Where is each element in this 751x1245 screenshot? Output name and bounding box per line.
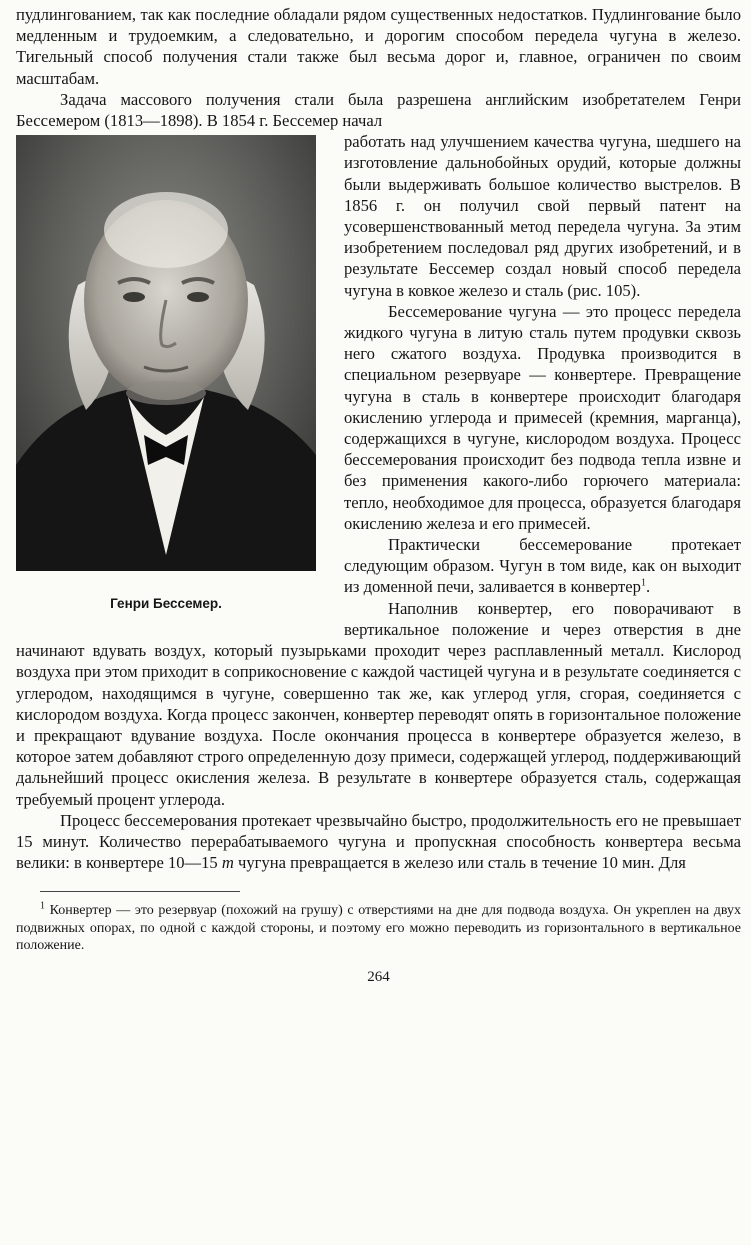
footnote-ref[interactable]: 1 — [640, 577, 646, 589]
portrait-photo-icon — [16, 135, 316, 571]
figure-caption: Генри Бессемер. — [110, 596, 222, 612]
tonne-unit: т — [221, 853, 234, 873]
paragraph-6 — [16, 810, 741, 874]
page-number: 264 — [367, 968, 390, 985]
paragraph-2b: работать над улучшением качества чугуна, шедшего на изготовление дальнобойных орудий, которые должны были выдерживать большое количество выстрелов. В 1856 г. он получил свой первый патент на усовершенствованный метод передела чугуна. За этим изобретением последовал ряд других изобретений, и в результате Бессемер создал новый способ передела чугуна в ковкое железо и сталь (рис. 105). — [344, 132, 741, 300]
footnote-divider — [40, 891, 240, 892]
paragraph-4-text: Практически бессемерование протекает следующим образом. Чугун в том виде, как он выходит из доменной печи, заливается в конвертер — [344, 535, 741, 597]
paragraph-6-start: Процесс бессемерования протекает чрезвычайно быстро, продолжительность его не превышает 15 минут. Количество перерабатываемого чугуна и пропускная способность конвертера весьма велики: в конвертере 10—15 — [16, 810, 741, 873]
footnote-marker: 1 — [40, 900, 45, 912]
paragraph-3: Бессемерование чугуна — это процесс передела жидкого чугуна в литую сталь путем продувки сквозь него сжатого воздуха. Продувка производится в специальном резервуаре — конвертере. Превращение чугуна в сталь в конвертере происходит благодаря окислению углерода и примесей (кремния, марганца), содержащихся в чугуне, кислородом воздуха. Процесс бессемерования происходит без подвода тепла извне и без применения какого-либо горючего материала: тепло, необходимое для процесса, образуется благодаря окислению железа и его примесей. — [344, 301, 741, 533]
paragraph-4-end: . — [645, 577, 651, 597]
paragraph-2a: Задача массового получения стали была разрешена английским изобретателем Генри Бессемером (1813—1898). В 1854 г. Бессемер начал — [16, 89, 741, 131]
figure-portrait — [16, 135, 332, 628]
footnote-text: Конвертер — это резервуар (похожий на грушу) с отверстиями на дне для подвода воздуха. Он укреплен на двух подвижных опорах, по одной с каждой стороны, и поэтому его можно переводить из горизонтального в вертикальное положение. — [16, 903, 741, 954]
footnote — [16, 902, 741, 955]
paragraph-6-end: чугуна превращается в железо или сталь в течение 10 мин. Для — [233, 853, 686, 873]
paragraph-1: пудлингованием, так как последние обладали рядом существенных недостатков. Пудлингование было медленным и трудоемким, а следовательно, и дорогим способом передела чугуна в железо. Тигельный способ получения стали также был весьма дорог и, главное, ограничен по своим масштабам. — [16, 5, 741, 88]
main-text — [16, 4, 741, 873]
paragraph-5: Наполнив конвертер, его поворачивают в вертикальное положение и через отверстия в дне начинают вдувать воздух, который пузырьками проходит через расплавленный металл. Кислород воздуха при этом приходит в соприкосновение с каждой частицей чугуна и в результате соединяется с углеродом, находящимся в чугуне, совершенно так же, как углерод угля, сгорая, соединяется с кислородом воздуха. Когда процесс закончен, конвертер переводят опять в горизонтальное положение и прекращают вдувание воздуха. После окончания процесса в конвертере образуется железо, в которое затем добавляют строго определенную дозу примеси, содержащей углерод, поддерживающий дальнейший процесс окисления железа. В результате в конвертере образуется сталь, содержащая требуемый процент углерода. — [16, 598, 741, 809]
